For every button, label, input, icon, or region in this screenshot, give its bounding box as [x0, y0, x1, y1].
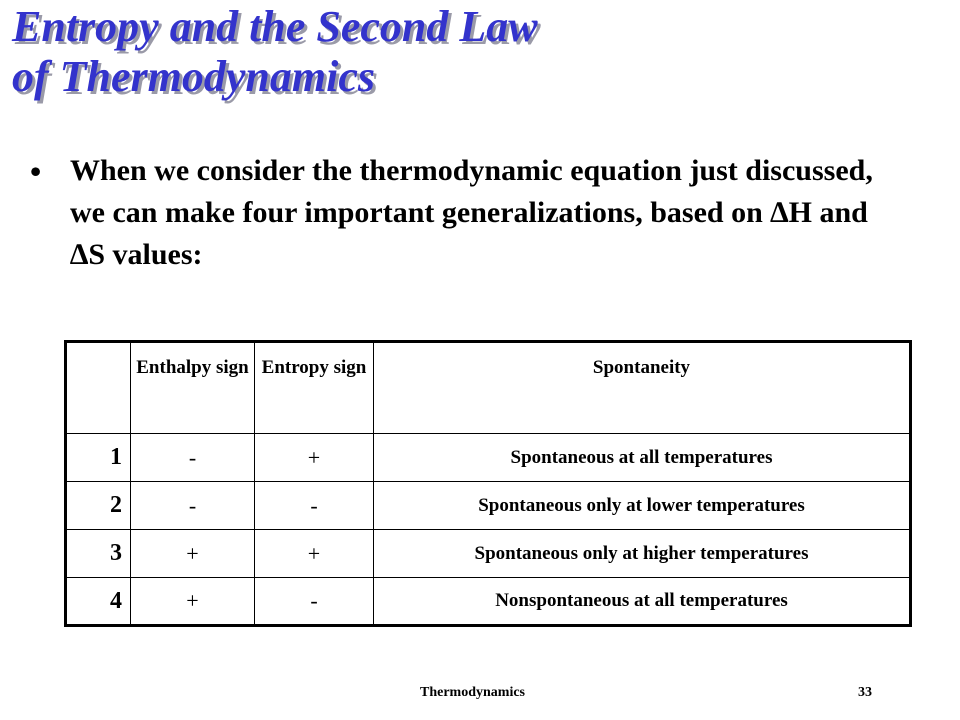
header-number [66, 342, 131, 434]
spontaneity-table [64, 340, 912, 627]
footer-label: Thermodynamics [420, 685, 525, 700]
spontaneity-cell: Spontaneous only at lower temperatures [374, 482, 911, 530]
table-row [66, 482, 911, 530]
entropy-sign-cell: - [255, 482, 374, 530]
row-number: 3 [66, 530, 131, 578]
table-row [66, 434, 911, 482]
table-row [66, 578, 911, 626]
entropy-sign-cell: + [255, 434, 374, 482]
table-row [66, 530, 911, 578]
slide-title-line-1: Entropy and the Second Law [12, 2, 538, 51]
spontaneity-cell: Nonspontaneous at all temperatures [374, 578, 911, 626]
header-entropy-sign: Entropy sign [255, 342, 374, 434]
spontaneity-cell: Spontaneous only at higher temperatures [374, 530, 911, 578]
spontaneity-table-container [64, 340, 912, 622]
table-header-row [66, 342, 911, 434]
slide-title-line-2: of Thermodynamics [12, 52, 375, 101]
header-enthalpy-sign: Enthalpy sign [131, 342, 255, 434]
bullet-icon: • [30, 153, 42, 189]
slide-title [12, 2, 538, 102]
bullet-text: When we consider the thermodynamic equation just discussed, we can make four important generalizations, based on ∆H and ∆S values: [70, 154, 873, 271]
row-number: 2 [66, 482, 131, 530]
enthalpy-sign-cell: - [131, 482, 255, 530]
spontaneity-cell: Spontaneous at all temperatures [374, 434, 911, 482]
entropy-sign-cell: + [255, 530, 374, 578]
enthalpy-sign-cell: - [131, 434, 255, 482]
row-number: 4 [66, 578, 131, 626]
enthalpy-sign-cell: + [131, 530, 255, 578]
bullet-point [30, 150, 910, 276]
page-number: 33 [858, 685, 872, 700]
row-number: 1 [66, 434, 131, 482]
enthalpy-sign-cell: + [131, 578, 255, 626]
entropy-sign-cell: - [255, 578, 374, 626]
header-spontaneity: Spontaneity [374, 342, 911, 434]
